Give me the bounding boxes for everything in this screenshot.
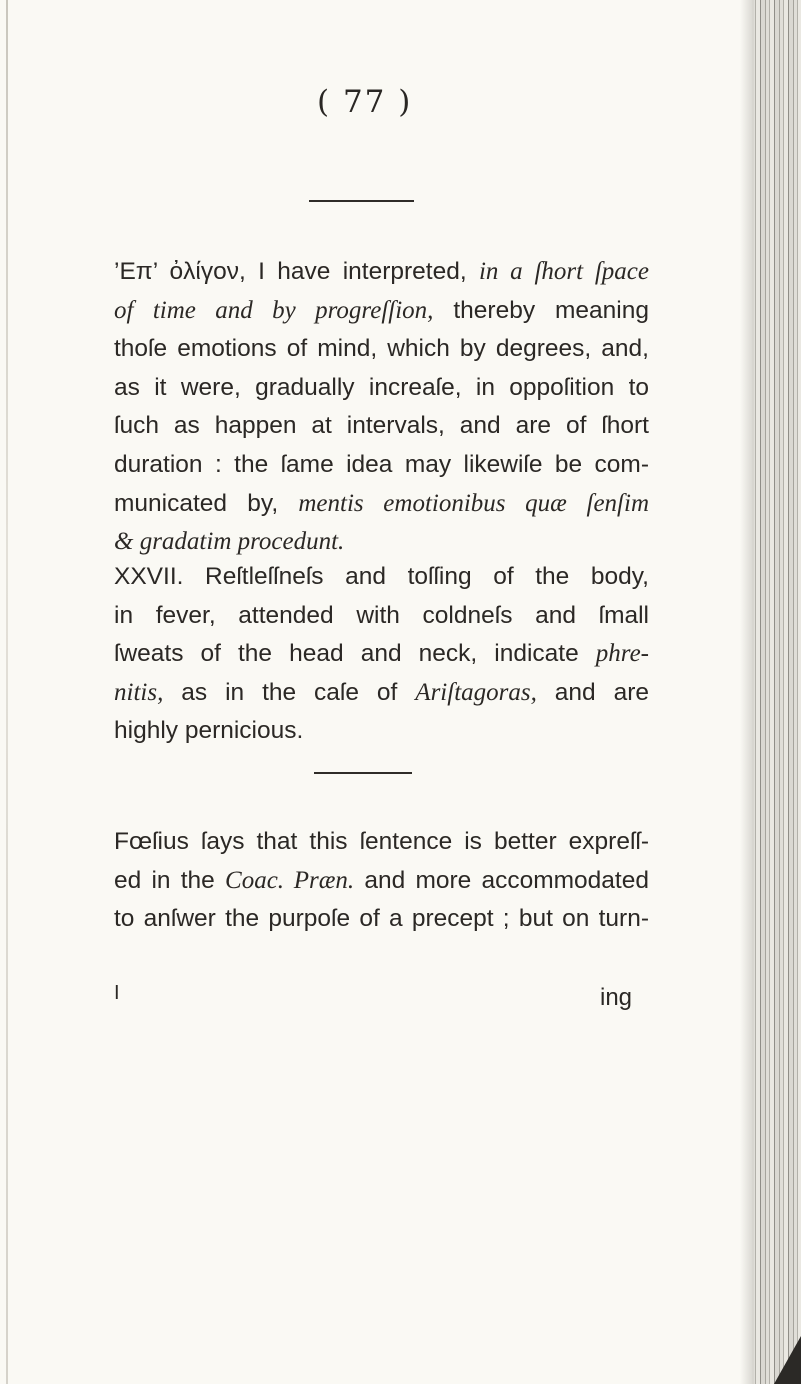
text-line: duration : the ſame idea may likewiſe be com- <box>114 450 649 478</box>
section-rule-middle <box>314 772 412 774</box>
text-line: municated by, mentis emotionibus quæ ſenſim <box>114 489 650 517</box>
text-line: & gradatim procedunt. <box>114 528 345 556</box>
page-number-text: ( 77 ) <box>317 84 413 120</box>
paragraph-1 <box>114 253 649 562</box>
section-rule-top <box>309 200 414 202</box>
paragraph-3 <box>114 823 649 939</box>
page-left-edge <box>6 0 8 1384</box>
paragraph-2 <box>114 558 649 751</box>
text-line: to anſwer the purpoſe of a precept ; but on turn- <box>114 905 649 933</box>
text-line: XXVII. Reſtleſſneſs and toſſing of the body, <box>114 563 649 590</box>
text-line: ſweats of the head and neck, indicate phre- <box>114 640 649 668</box>
text-line: as it were, gradually increaſe, in oppoſition to <box>114 373 649 401</box>
text-line: ’Επ’ ὀλίγον, I have interpreted, in a ſhort ſpace <box>114 258 649 285</box>
text-line: in fever, attended with coldneſs and ſmall <box>114 601 649 629</box>
text-line: ed in the Coac. Præn. and more accommodated <box>114 866 649 894</box>
catchword: ing <box>600 984 633 1011</box>
book-binding <box>752 0 801 1384</box>
signature-mark: I <box>114 982 120 1004</box>
text-line: ſuch as happen at intervals, and are of ſhort <box>114 412 649 440</box>
text-line: Fœſius ſays that this ſentence is better expreſſ- <box>114 828 649 855</box>
text-line: of time and by progreſſion, thereby meaning <box>114 296 649 324</box>
text-line: nitis, as in the caſe of Ariſtagoras, and are <box>114 678 649 706</box>
text-line: thoſe emotions of mind, which by degrees, and, <box>114 335 649 363</box>
text-line: highly pernicious. <box>114 717 304 745</box>
page-corner <box>774 1336 801 1384</box>
